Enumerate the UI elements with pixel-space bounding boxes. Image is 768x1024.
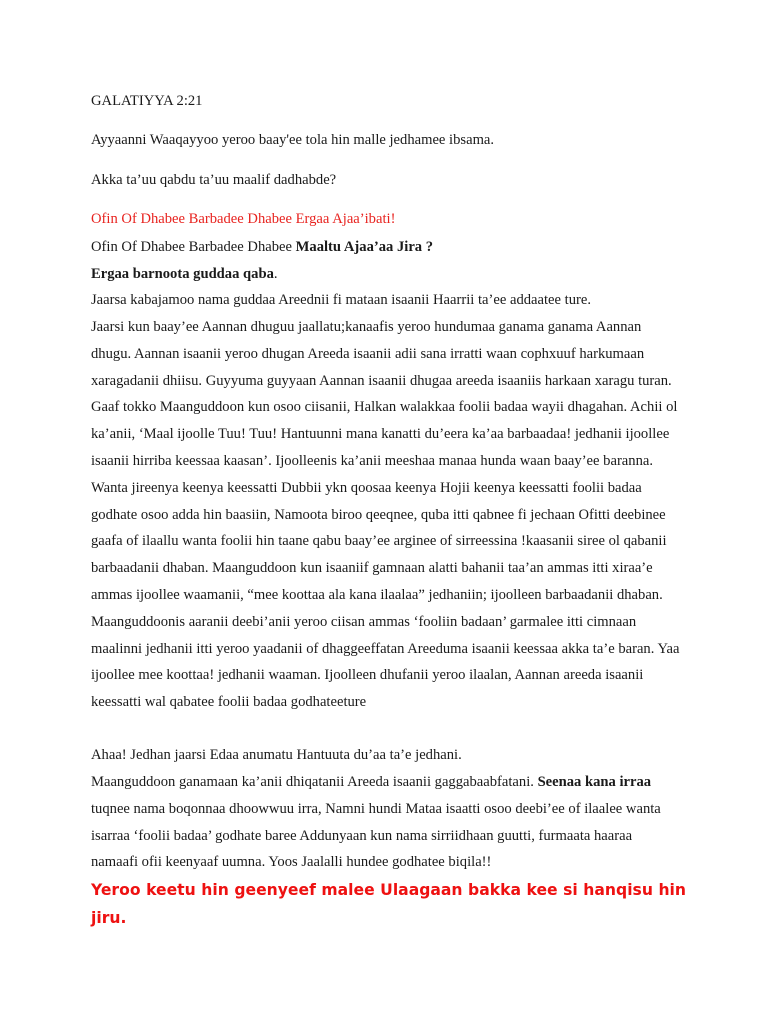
final-paragraph-rest: tuqnee nama boqonnaa dhoowwuu irra, Namni hundi Mataa isaatti osoo deebi’ee of ilaalee wanta isarraa ‘foolii badaa’ godhate baree Addunyaan kun nama sirriidhaan guutti, furmaata haaraa namaafi ofii keenyaaf uumna. Yoos Jaalalli hundee godhatee biqila!!: [91, 800, 661, 871]
bold-lesson-line: [91, 266, 278, 283]
scripture-reference: GALATIYYA 2:21: [91, 93, 203, 109]
bold-lesson-period: .: [273, 266, 278, 282]
final-paragraph-bold: Seenaa kana irraa: [537, 774, 652, 790]
bold-lesson-text: Ergaa barnoota guddaa qaba: [91, 266, 274, 282]
story-paragraph: Jaarsi kun baay’ee Aannan dhuguu jaallatu;kanaafis yeroo hundumaa ganama ganama Aannan dhugu. Aannan isaanii yeroo dhugan Areeda isaanii adii sana irratti waan cophxuuf harkumaan xaragadanii dhiisu. Guyyuma guyyaan Aannan isaanii dhugaa areeda isaaniis harkaan xaragu turan. Gaaf tokko Maanguddoon kun osoo ciisanii, Halkan walakkaa foolii badaa wayii dhagahan. Achii ol ka’anii, ‘Maal ijoolle Tuu! Tuu! Hantuunni mana kanatti du’eera ka’aa barbaadaa! jedhanii ijoollee isaanii hirriba keessaa kaasan’. Ijoolleenis ka’anii meeshaa manaa hunda waan baay’ee baranna. Wanta jireenya keenya keessatti Dubbii ykn qoosaa keenya Hojii keenya keessatti foolii badaa godhate osoo adda hin baasiin, Namoota biroo qeeqnee, quba itti qabnee fi jechaan Ofitti deebinee gaafa of ilaallu wanta foolii hin taane qabu baay’ee arginee of sirreessina !kaasanii siree ol qabanii barbaadanii dhaban. Maanguddoon kun isaaniif gamnaan alatti bahanii taa’an ammas itti xiraa’e ammas ijoollee waamanii, “mee koottaa ala kana ilaalaa” jedhaniin; ijoolleen barbaadanii dhaban. Maanguddoonis aaranii deebi’anii yeroo ciisan ammas ‘fooliin badaan’ garmalee itti cimnaan maalinni jedhanii itti yeroo yaadanii of dhaggeeffatan Areeduma isaanii keessaa akka ta’e baran. Yaa ijoollee mee koottaa! jedhanii waaman. Ijoolleen dhufanii yeroo ilaalan, Aannan areeda isaanii keessatti wal qabatee foolii badaa godhateeture: [91, 319, 680, 711]
subtitle-bold: Maaltu Ajaa’aa Jira ?: [295, 239, 434, 255]
final-paragraph: [91, 769, 681, 876]
subtitle: [91, 239, 433, 256]
closing-red-statement: Yeroo keetu hin geenyeef malee Ulaagaan bakka kee si hanqisu hin jiru.: [91, 881, 686, 927]
verse-text: Ayyaanni Waaqayyoo yeroo baay'ee tola hin malle jedhamee ibsama.: [91, 132, 495, 148]
final-paragraph-prefix: Maanguddoon ganamaan ka’anii dhiqatanii Areeda isaanii gaggabaabfatani.: [91, 774, 538, 790]
subtitle-prefix: Ofin Of Dhabee Barbadee Dhabee: [91, 239, 296, 255]
story-line-1: Jaarsa kabajamoo nama guddaa Areednii fi mataan isaanii Haarrii ta’ee addaatee ture.: [91, 292, 591, 308]
aha-line: Ahaa! Jedhan jaarsi Edaa anumatu Hantuuta du’aa ta’e jedhani.: [91, 747, 462, 763]
red-title: Ofin Of Dhabee Barbadee Dhabee Ergaa Ajaa’ibati!: [91, 211, 396, 227]
question-text: Akka ta’uu qabdu ta’uu maalif dadhabde?: [91, 172, 337, 188]
